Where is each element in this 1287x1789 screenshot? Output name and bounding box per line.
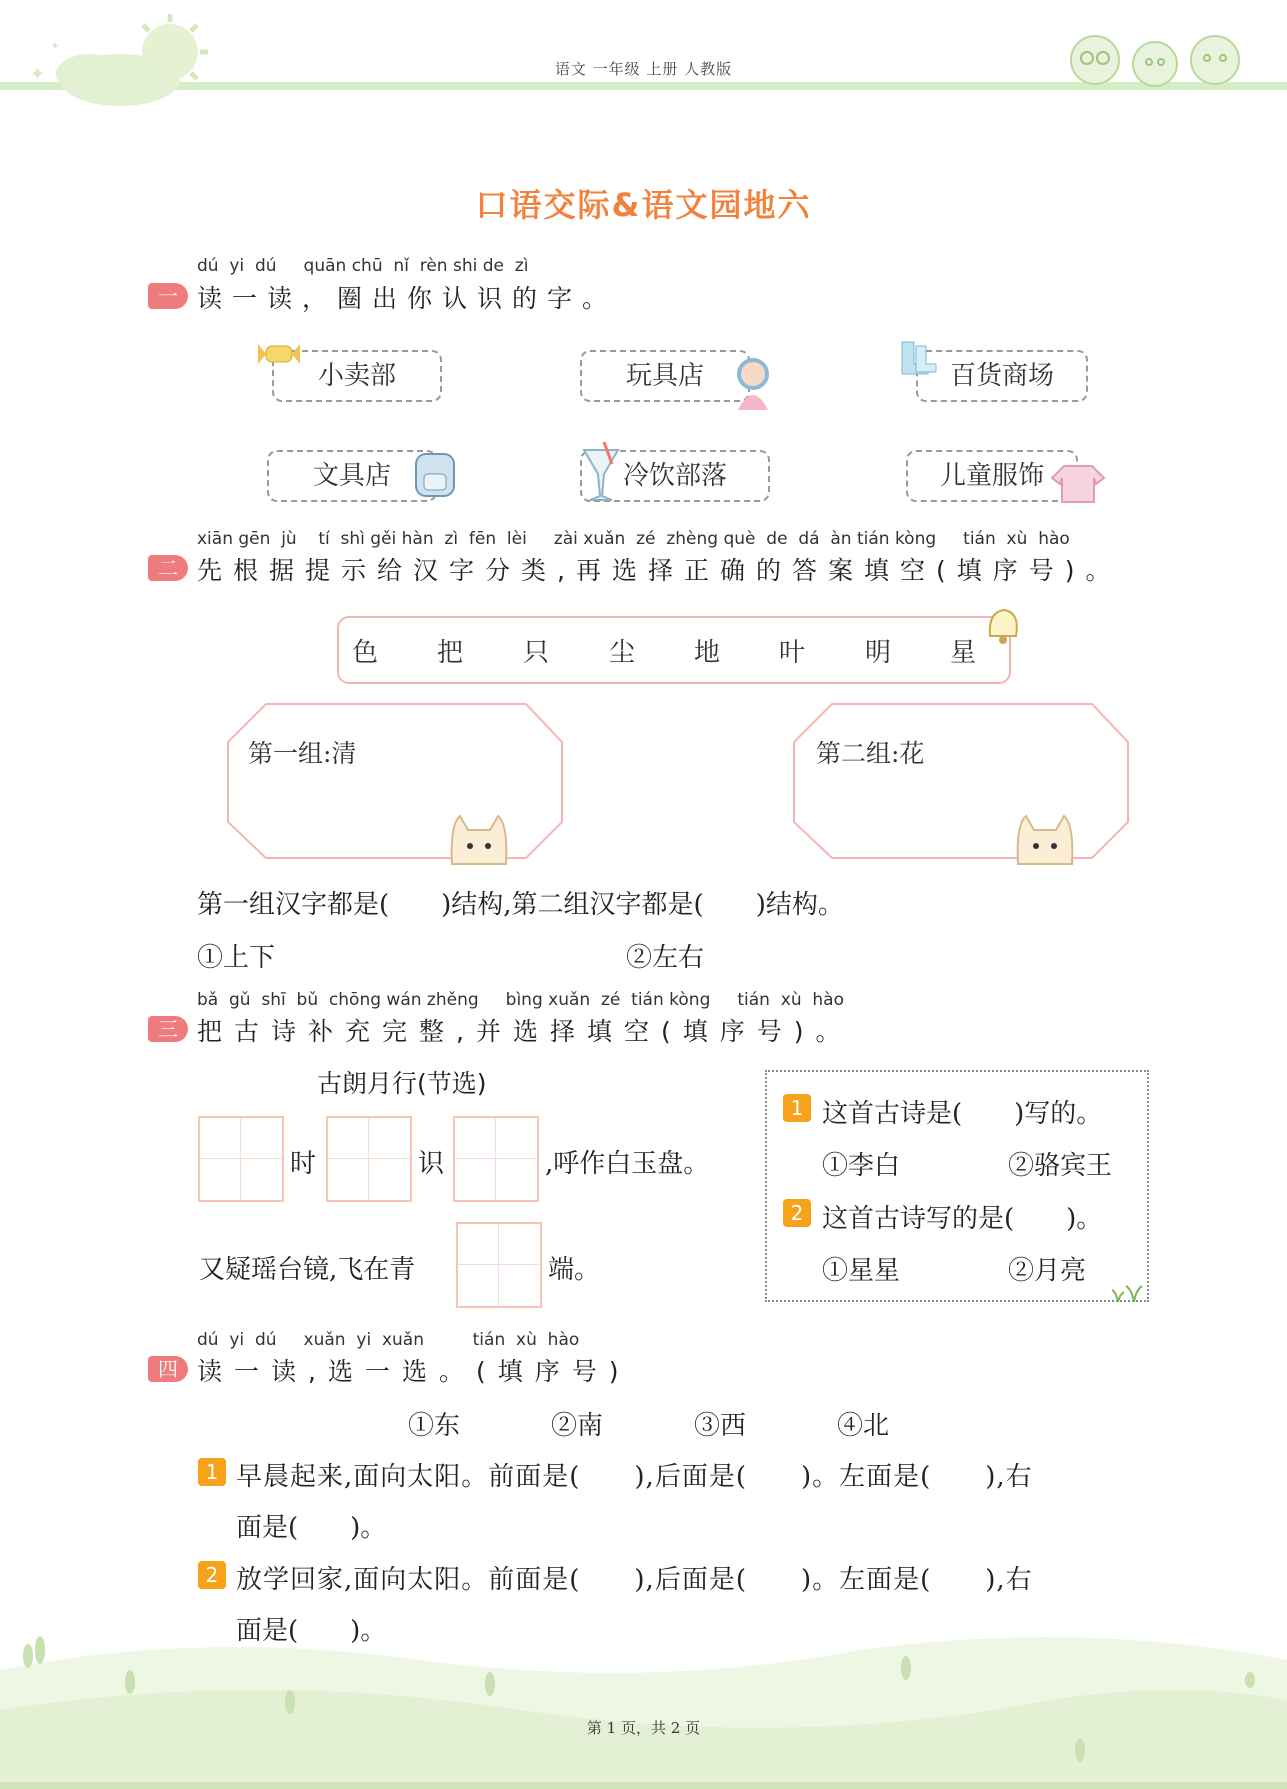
writing-grid[interactable] bbox=[456, 1222, 542, 1308]
store-box: 儿童服饰 bbox=[906, 450, 1078, 502]
bell-icon bbox=[980, 602, 1026, 650]
section-2-badge: 二 bbox=[148, 555, 188, 581]
question-number-badge: 2 bbox=[783, 1199, 811, 1227]
section-1-pinyin: dú yi dú quān chū nǐ rèn shi de zì bbox=[197, 256, 529, 276]
writing-grid[interactable] bbox=[326, 1116, 412, 1202]
poem-q1-option-1: ①李白 bbox=[822, 1151, 901, 1181]
char-item: 只 bbox=[523, 638, 550, 668]
child-shirt-icon bbox=[1050, 462, 1106, 504]
sprout-icon bbox=[1110, 1282, 1144, 1304]
direction-question-1-line-2: 面是( )。 bbox=[236, 1513, 387, 1543]
section-4-badge: 四 bbox=[148, 1356, 188, 1382]
structure-question: 第一组汉字都是( )结构,第二组汉字都是( )结构。 bbox=[197, 890, 844, 920]
poem-line-2: 又疑瑶台镜,飞在青 bbox=[199, 1255, 416, 1285]
animal-friends-decoration bbox=[1055, 20, 1255, 90]
section-1-instruction: 读一读，圈出你认识的字。 bbox=[197, 284, 618, 313]
poem-title: 古朗月行(节选) bbox=[317, 1069, 487, 1098]
poem-q1-option-2: ②骆宾王 bbox=[1008, 1151, 1113, 1181]
char-item: 明 bbox=[865, 638, 892, 668]
direction-question-2-line-2: 面是( )。 bbox=[236, 1616, 387, 1646]
option-top-bottom: ①上下 bbox=[197, 943, 276, 973]
backpack-icon bbox=[404, 448, 466, 500]
option-left-right: ②左右 bbox=[626, 943, 705, 973]
cat-face-icon bbox=[1012, 810, 1078, 866]
section-3-instruction: 把古诗补充完整,并选择填空(填序号)。 bbox=[197, 1017, 853, 1046]
store-box: 冷饮部落 bbox=[580, 450, 770, 502]
char-item: 地 bbox=[694, 638, 721, 668]
char-item: 星 bbox=[950, 638, 977, 668]
section-2-instruction: 先根据提示给汉字分类,再选择正确的答案填空(填序号)。 bbox=[197, 556, 1122, 585]
poem-q2-option-2: ②月亮 bbox=[1008, 1256, 1087, 1286]
direction-option: ②南 bbox=[551, 1411, 604, 1441]
hills-decoration bbox=[0, 1620, 1287, 1789]
group-2-box bbox=[792, 702, 1132, 862]
question-number-badge: 2 bbox=[198, 1561, 226, 1589]
char-item: 色 bbox=[352, 638, 379, 668]
svg-text:✦: ✦ bbox=[30, 64, 46, 85]
poem-question-1: 这首古诗是( )写的。 bbox=[822, 1099, 1103, 1129]
section-2-pinyin: xiān gēn jù tí shì gěi hàn zì fēn lèi zài xuǎn zé zhèng què de dá àn tián kòng tián xù hào bbox=[197, 529, 1070, 549]
char-item: 把 bbox=[437, 638, 464, 668]
group-2-label: 第二组:花 bbox=[816, 739, 925, 768]
section-4-instruction: 读一读,选一选。(填序号) bbox=[197, 1357, 631, 1386]
poem-char: 识 bbox=[418, 1149, 445, 1179]
char-item: 叶 bbox=[779, 638, 806, 668]
poem-q2-option-1: ①星星 bbox=[822, 1256, 901, 1286]
writing-grid[interactable] bbox=[453, 1116, 539, 1202]
drink-glass-icon bbox=[578, 440, 624, 506]
doll-icon bbox=[728, 354, 778, 414]
group-1-label: 第一组:清 bbox=[248, 739, 357, 768]
boots-icon bbox=[896, 338, 940, 378]
footer-bar bbox=[0, 1782, 1287, 1789]
poem-line-1-end: ,呼作白玉盘。 bbox=[545, 1149, 710, 1179]
header-text: 语文 一年级 上册 人教版 bbox=[554, 60, 733, 78]
svg-text:✦: ✦ bbox=[50, 39, 61, 53]
section-1-badge: 一 bbox=[148, 283, 188, 309]
writing-grid[interactable] bbox=[198, 1116, 284, 1202]
page-footer: 第 1 页，共 2 页 bbox=[586, 1719, 701, 1737]
direction-option: ①东 bbox=[408, 1411, 461, 1441]
store-box: 文具店 bbox=[267, 450, 437, 502]
store-box: 小卖部 bbox=[272, 350, 442, 402]
poem-line-2-end: 端。 bbox=[548, 1255, 601, 1285]
direction-question-2-line-1: 放学回家,面向太阳。前面是( ),后面是( )。左面是( ),右 bbox=[236, 1565, 1033, 1595]
section-3-badge: 三 bbox=[148, 1016, 188, 1042]
candy-icon bbox=[256, 336, 302, 372]
direction-option: ④北 bbox=[837, 1411, 890, 1441]
group-1-box bbox=[226, 702, 566, 862]
direction-option: ③西 bbox=[694, 1411, 747, 1441]
store-box: 玩具店 bbox=[580, 350, 750, 402]
poem-char: 时 bbox=[290, 1149, 317, 1179]
section-3-pinyin: bǎ gǔ shī bǔ chōng wán zhěng bìng xuǎn zé tián kòng tián xù hào bbox=[197, 990, 844, 1010]
cat-face-icon bbox=[446, 810, 512, 866]
section-4-pinyin: dú yi dú xuǎn yi xuǎn tián xù hào bbox=[197, 1330, 580, 1350]
store-box: 百货商场 bbox=[916, 350, 1088, 402]
poem-question-2: 这首古诗写的是( )。 bbox=[822, 1204, 1103, 1234]
question-number-badge: 1 bbox=[198, 1458, 226, 1486]
direction-question-1-line-1: 早晨起来,面向太阳。前面是( ),后面是( )。左面是( ),右 bbox=[236, 1462, 1033, 1492]
page-title: 口语交际&语文园地六 bbox=[475, 186, 812, 224]
char-item: 尘 bbox=[609, 638, 636, 668]
question-number-badge: 1 bbox=[783, 1094, 811, 1122]
